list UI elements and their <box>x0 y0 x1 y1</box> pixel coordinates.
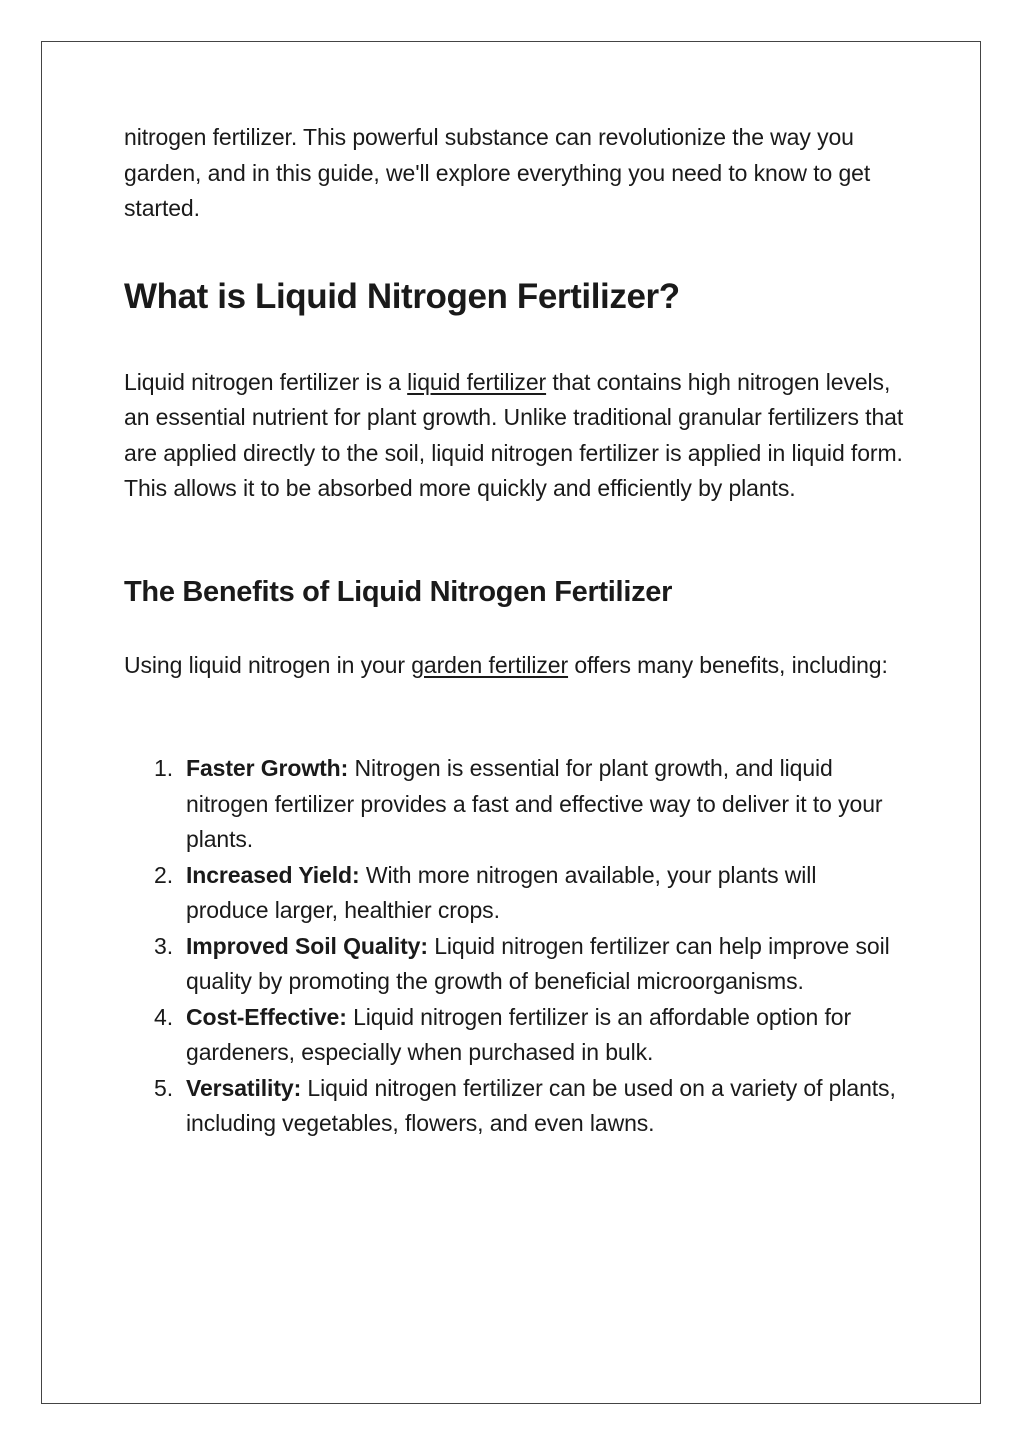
section-heading-what-is: What is Liquid Nitrogen Fertilizer? <box>124 276 680 316</box>
benefits-text-before-link: Using liquid nitrogen in your <box>124 651 412 678</box>
list-item <box>124 1071 904 1142</box>
definition-text-after-link: that contains high nitrogen levels, an essential nutrient for plant growth. Unlike traditional granular fertilizers that are applied directly to the soil, liquid nitrogen fertilizer is applied in liquid form. This allows it to be absorbed more quickly and efficiently by plants. <box>124 368 904 501</box>
list-item <box>124 751 904 858</box>
list-item <box>124 929 904 1000</box>
list-item <box>124 858 904 929</box>
intro-paragraph: nitrogen fertilizer. This powerful substance can revolutionize the way you garden, and in this guide, we'll explore everything you need to know to get started. <box>124 124 871 221</box>
list-item-text: Nitrogen is essential for plant growth, and liquid nitrogen fertilizer provides a fast and effective way to deliver it to your plants. <box>186 755 883 852</box>
list-item-text: Liquid nitrogen fertilizer is an affordable option for gardeners, especially when purchased in bulk. <box>186 1003 852 1065</box>
liquid-fertilizer-link[interactable]: liquid fertilizer <box>407 368 547 395</box>
list-item-term: Faster Growth: <box>186 755 349 781</box>
benefits-list <box>124 751 904 1142</box>
list-item-number: 5. <box>154 1074 173 1101</box>
benefits-text-after-link: offers many benefits, including: <box>568 651 888 678</box>
document-content <box>124 120 904 1142</box>
list-item-term: Improved Soil Quality: <box>186 932 428 959</box>
list-item-number: 4. <box>154 1003 173 1030</box>
list-item-number: 2. <box>154 861 173 888</box>
list-item-term: Increased Yield: <box>186 861 360 888</box>
list-item-number: 1. <box>154 755 173 781</box>
definition-paragraph <box>124 365 904 507</box>
benefits-intro-paragraph <box>124 648 904 684</box>
definition-text-before-link: Liquid nitrogen fertilizer is a <box>124 368 408 395</box>
list-item-text: With more nitrogen available, your plants will produce larger, healthier crops. <box>186 861 817 923</box>
list-item-number: 3. <box>154 932 173 959</box>
list-item-text: Liquid nitrogen fertilizer can help improve soil quality by promoting the growth of beneficial microorganisms. <box>186 932 890 994</box>
section-heading-benefits: The Benefits of Liquid Nitrogen Fertilizer <box>124 575 673 608</box>
garden-fertilizer-link[interactable]: garden fertilizer <box>411 651 569 678</box>
list-item-term: Versatility: <box>186 1074 302 1101</box>
list-item <box>124 1000 904 1071</box>
list-item-term: Cost-Effective: <box>186 1003 347 1030</box>
list-item-text: Liquid nitrogen fertilizer can be used on a variety of plants, including vegetables, flowers, and even lawns. <box>186 1074 896 1136</box>
